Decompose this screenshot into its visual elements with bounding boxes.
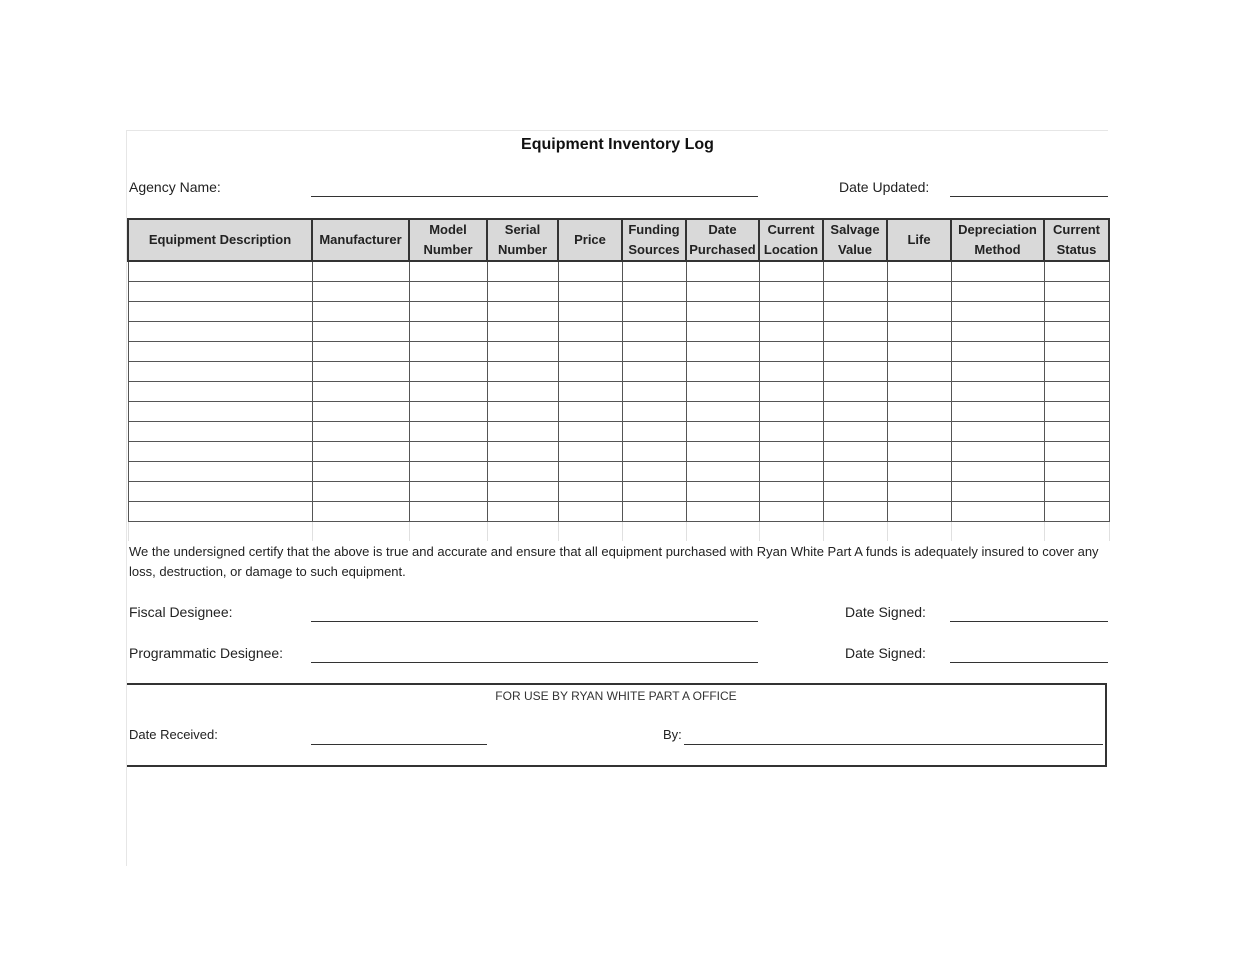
table-row [128,502,1109,522]
table-cell[interactable] [887,422,951,442]
table-cell[interactable] [409,302,487,322]
table-cell[interactable] [128,282,312,302]
table-cell[interactable] [487,302,558,322]
table-cell[interactable] [823,261,887,282]
table-cell[interactable] [128,362,312,382]
programmatic-designee-field[interactable] [311,662,758,663]
table-cell[interactable] [312,402,409,422]
table-cell[interactable] [622,442,686,462]
column-header-line1: Current [767,222,815,237]
table-cell[interactable] [409,362,487,382]
document-page [126,130,1108,866]
table-cell[interactable] [951,282,1044,302]
certification-text: We the undersigned certify that the above is true and accurate and ensure that all equipment purchased with Ryan White Part A funds is adequately insured to cover any loss, destruction, or damage to such equipment. [129,544,1099,579]
table-cell[interactable] [823,342,887,362]
table-cell[interactable] [1044,342,1109,362]
table-cell[interactable] [759,282,823,302]
table-cell[interactable] [487,442,558,462]
table-cell[interactable] [487,362,558,382]
table-cell[interactable] [558,261,622,282]
column-header [409,219,487,261]
table-cell[interactable] [487,282,558,302]
table-cell[interactable] [759,422,823,442]
agency-name-label: Agency Name: [129,179,221,195]
table-cell[interactable] [686,322,759,342]
table-cell[interactable] [409,282,487,302]
table-cell[interactable] [1044,402,1109,422]
table-row [128,342,1109,362]
by-label: By: [663,727,682,742]
table-cell[interactable] [558,422,622,442]
table-cell[interactable] [487,382,558,402]
table-row [128,482,1109,502]
table-cell[interactable] [409,342,487,362]
table-cell[interactable] [1044,261,1109,282]
table-cell[interactable] [622,362,686,382]
table-row [128,382,1109,402]
column-header [759,219,823,261]
table-cell[interactable] [622,462,686,482]
table-cell[interactable] [686,422,759,442]
table-cell[interactable] [1044,282,1109,302]
table-cell[interactable] [759,261,823,282]
table-cell[interactable] [686,282,759,302]
table-cell[interactable] [759,442,823,462]
table-cell[interactable] [686,302,759,322]
table-cell[interactable] [823,382,887,402]
table-spacer-cell [312,522,409,542]
table-cell[interactable] [686,462,759,482]
table-cell[interactable] [128,482,312,502]
table-cell[interactable] [128,302,312,322]
table-cell[interactable] [823,302,887,322]
table-cell[interactable] [887,282,951,302]
table-cell[interactable] [622,482,686,502]
table-cell[interactable] [128,342,312,362]
column-header [312,219,409,261]
table-cell[interactable] [823,462,887,482]
table-cell[interactable] [487,462,558,482]
table-cell[interactable] [558,462,622,482]
table-cell[interactable] [312,362,409,382]
table-cell[interactable] [128,462,312,482]
table-cell[interactable] [887,382,951,402]
column-header [823,219,887,261]
table-cell[interactable] [1044,362,1109,382]
column-header [1044,219,1109,261]
column-header [128,219,312,261]
table-cell[interactable] [312,382,409,402]
table-cell[interactable] [1044,422,1109,442]
column-header-line1: Serial [504,222,541,237]
table-cell[interactable] [622,422,686,442]
table-cell[interactable] [823,282,887,302]
table-cell[interactable] [409,422,487,442]
column-header-line1: Life [907,232,931,247]
table-cell[interactable] [823,362,887,382]
fiscal-date-signed-label: Date Signed: [845,604,926,620]
table-cell[interactable] [1044,302,1109,322]
fiscal-date-signed-field[interactable] [950,621,1108,622]
date-updated-field[interactable] [950,196,1108,197]
table-cell[interactable] [312,422,409,442]
table-cell[interactable] [409,402,487,422]
table-cell[interactable] [622,402,686,422]
programmatic-designee-label: Programmatic Designee: [129,645,284,661]
table-cell[interactable] [759,322,823,342]
date-updated-label: Date Updated: [839,179,930,195]
date-received-label: Date Received: [129,727,218,742]
table-cell[interactable] [887,442,951,462]
table-cell[interactable] [887,362,951,382]
table-cell[interactable] [951,462,1044,482]
column-header-line2: Location [763,242,819,257]
table-row [128,302,1109,322]
column-header [487,219,558,261]
column-header [558,219,622,261]
table-cell[interactable] [558,402,622,422]
table-cell[interactable] [558,502,622,522]
table-spacer-cell [558,522,622,542]
inventory-table [127,218,1110,541]
table-cell[interactable] [759,302,823,322]
table-row [128,442,1109,462]
table-spacer-cell [951,522,1044,542]
table-cell[interactable] [128,502,312,522]
table-cell[interactable] [887,342,951,362]
table-cell[interactable] [951,502,1044,522]
table-cell[interactable] [759,342,823,362]
column-header-line2: Status [1056,242,1097,257]
table-cell[interactable] [622,261,686,282]
table-body [128,261,1109,541]
table-cell[interactable] [759,362,823,382]
table-cell[interactable] [312,261,409,282]
column-header-line1: Funding [628,222,680,237]
column-header [951,219,1044,261]
table-cell[interactable] [487,402,558,422]
table-cell[interactable] [1044,502,1109,522]
table-cell[interactable] [409,502,487,522]
table-cell[interactable] [312,482,409,502]
table-cell[interactable] [951,482,1044,502]
table-cell[interactable] [887,482,951,502]
column-header-line1: Manufacturer [319,232,402,247]
table-row [128,261,1109,282]
table-cell[interactable] [686,482,759,502]
table-cell[interactable] [759,502,823,522]
table-cell[interactable] [409,482,487,502]
table-cell[interactable] [686,382,759,402]
table-cell[interactable] [887,322,951,342]
table-cell[interactable] [312,442,409,462]
programmatic-date-signed-label: Date Signed: [845,645,926,661]
table-spacer-cell [823,522,887,542]
column-header-line2: Number [423,242,473,257]
fiscal-designee-label: Fiscal Designee: [129,604,233,620]
table-cell[interactable] [558,382,622,402]
table-cell[interactable] [887,302,951,322]
table-cell[interactable] [686,402,759,422]
table-cell[interactable] [887,261,951,282]
table-cell[interactable] [558,302,622,322]
table-row [128,282,1109,302]
table-cell[interactable] [1044,482,1109,502]
table-cell[interactable] [558,482,622,502]
table-cell[interactable] [487,482,558,502]
table-spacer-cell [622,522,686,542]
by-field[interactable] [684,744,1103,745]
page-title: Equipment Inventory Log [521,136,714,153]
programmatic-date-signed-field[interactable] [950,662,1108,663]
table-cell[interactable] [951,422,1044,442]
table-cell[interactable] [823,402,887,422]
column-header-line1: Current [1053,222,1100,237]
table-spacer-cell [759,522,823,542]
table-spacer-cell [1044,522,1109,542]
column-header-line1: Date [708,222,737,237]
office-use-title: FOR USE BY RYAN WHITE PART A OFFICE [495,689,737,703]
table-cell[interactable] [686,261,759,282]
table-footer-spacer [128,522,1109,542]
table-spacer-cell [409,522,487,542]
table-cell[interactable] [128,402,312,422]
table-cell[interactable] [887,502,951,522]
column-header-line2: Sources [628,242,680,257]
table-cell[interactable] [409,442,487,462]
column-header-line1: Price [574,232,606,247]
table-cell[interactable] [622,282,686,302]
table-cell[interactable] [558,362,622,382]
table-cell[interactable] [823,482,887,502]
table-cell[interactable] [312,322,409,342]
column-header-line2: Method [974,242,1021,257]
table-cell[interactable] [759,462,823,482]
table-cell[interactable] [951,362,1044,382]
table-cell[interactable] [951,442,1044,462]
table-cell[interactable] [622,322,686,342]
table-cell[interactable] [686,342,759,362]
table-cell[interactable] [686,362,759,382]
table-cell[interactable] [128,442,312,462]
table-row [128,422,1109,442]
table-cell[interactable] [409,382,487,402]
table-cell[interactable] [487,261,558,282]
table-cell[interactable] [487,422,558,442]
table-cell[interactable] [622,342,686,362]
table-cell[interactable] [622,302,686,322]
column-header-line2: Number [497,242,548,257]
agency-name-field[interactable] [311,196,758,197]
table-row [128,462,1109,482]
table-cell[interactable] [558,442,622,462]
table-cell[interactable] [312,282,409,302]
column-header [622,219,686,261]
column-header-line1: Equipment Description [148,232,292,247]
table-row [128,402,1109,422]
table-cell[interactable] [823,422,887,442]
table-cell[interactable] [1044,442,1109,462]
table-cell[interactable] [686,502,759,522]
table-cell[interactable] [1044,382,1109,402]
table-cell[interactable] [312,462,409,482]
table-row [128,322,1109,342]
table-cell[interactable] [951,402,1044,422]
table-cell[interactable] [823,322,887,342]
table-cell[interactable] [128,322,312,342]
table-cell[interactable] [128,422,312,442]
column-header-line1: Depreciation [958,222,1037,237]
table-cell[interactable] [887,402,951,422]
table-cell[interactable] [1044,462,1109,482]
table-cell[interactable] [759,402,823,422]
table-cell[interactable] [823,502,887,522]
column-header-line2: Purchased [689,242,756,257]
table-cell[interactable] [1044,322,1109,342]
table-cell[interactable] [622,382,686,402]
table-cell[interactable] [951,342,1044,362]
table-cell[interactable] [823,442,887,462]
table-row [128,362,1109,382]
table-cell[interactable] [312,502,409,522]
table-cell[interactable] [487,502,558,522]
table-spacer-cell [887,522,951,542]
table-cell[interactable] [312,302,409,322]
table-cell[interactable] [759,382,823,402]
table-cell[interactable] [622,502,686,522]
table-cell[interactable] [558,282,622,302]
table-cell[interactable] [887,462,951,482]
table-cell[interactable] [487,322,558,342]
column-header [887,219,951,261]
table-header-row [128,219,1109,261]
table-cell[interactable] [951,302,1044,322]
column-header-line1: Salvage [830,222,880,237]
table-cell[interactable] [951,382,1044,402]
table-cell[interactable] [487,342,558,362]
table-cell[interactable] [312,342,409,362]
table-cell[interactable] [409,462,487,482]
column-header-line2: Value [838,242,872,257]
table-spacer-cell [487,522,558,542]
table-cell[interactable] [409,261,487,282]
table-cell[interactable] [951,261,1044,282]
table-cell[interactable] [128,382,312,402]
table-spacer-cell [686,522,759,542]
table-cell[interactable] [558,322,622,342]
table-spacer-cell [128,522,312,542]
date-received-field[interactable] [311,744,487,745]
column-header [686,219,759,261]
table-cell[interactable] [409,322,487,342]
table-cell[interactable] [951,322,1044,342]
table-cell[interactable] [128,261,312,282]
office-use-box [127,683,1107,767]
fiscal-designee-field[interactable] [311,621,758,622]
table-cell[interactable] [759,482,823,502]
table-cell[interactable] [558,342,622,362]
table-cell[interactable] [686,442,759,462]
column-header-line1: Model [429,222,467,237]
